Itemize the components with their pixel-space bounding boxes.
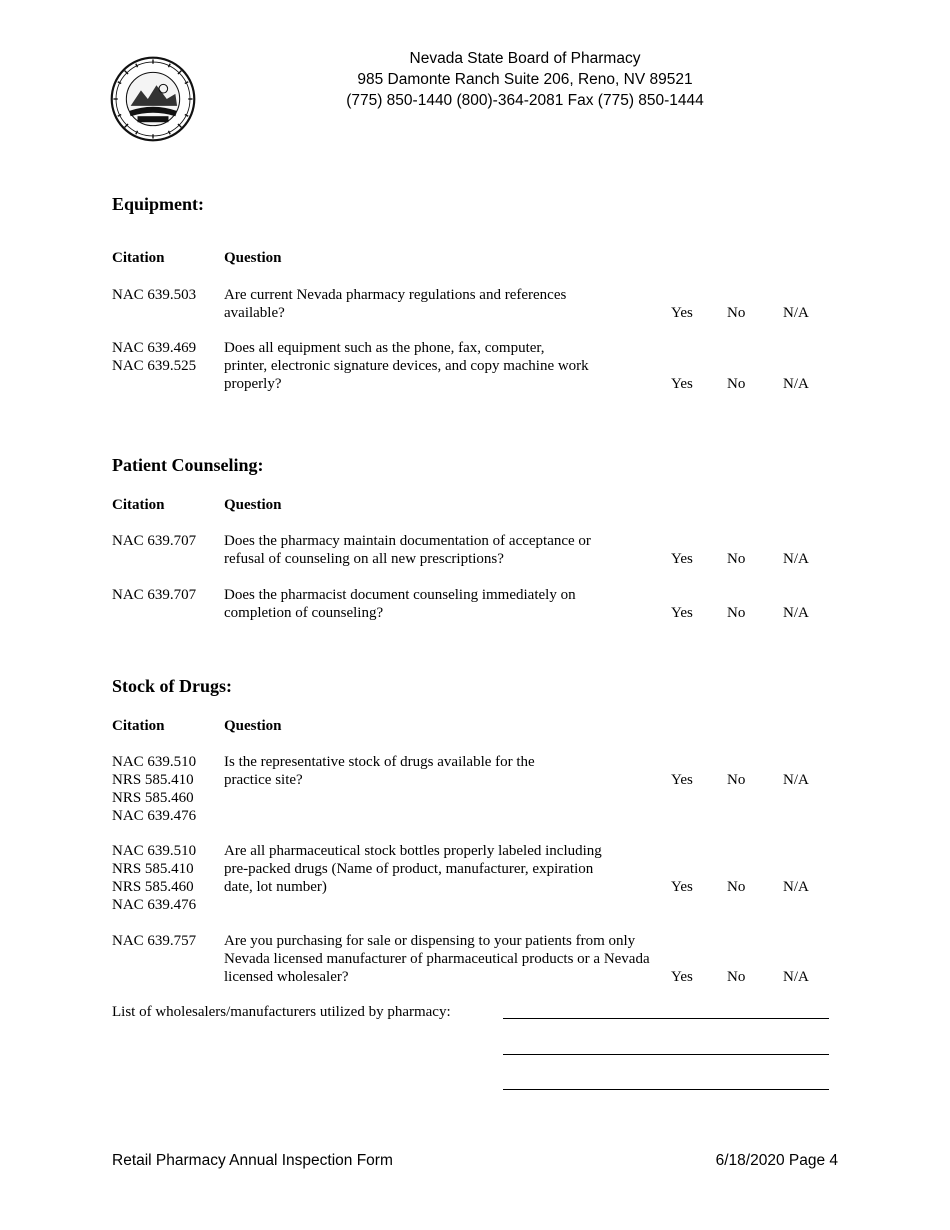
- citation-code: NRS 585.460: [112, 879, 194, 895]
- question-cell: Does the pharmacist document counseling immediately on completion of counseling?: [224, 587, 576, 621]
- agency-address: 985 Damonte Ranch Suite 206, Reno, NV 89521: [357, 71, 693, 88]
- answer-na[interactable]: N/A: [783, 605, 809, 621]
- answer-yes[interactable]: Yes: [671, 605, 693, 621]
- wholesaler-blank-line[interactable]: [503, 1054, 829, 1055]
- question-cell: Are you purchasing for sale or dispensing to your patients from only Nevada licensed manufacturer of pharmaceutical products or a Nevada licensed wholesaler?: [224, 933, 650, 985]
- footer-form-title: Retail Pharmacy Annual Inspection Form: [112, 1152, 393, 1169]
- citation-code: NAC 639.503: [112, 287, 197, 303]
- citation-code: NAC 639.707: [112, 587, 197, 603]
- citation-code: NAC 639.510: [112, 754, 197, 770]
- citation-code: NAC 639.469: [112, 340, 197, 356]
- citation-code: NRS 585.460: [112, 790, 194, 806]
- column-header-question: Question: [224, 497, 282, 513]
- citation-code: NRS 585.410: [112, 772, 194, 788]
- answer-no[interactable]: No: [727, 879, 746, 895]
- citation-cell: [112, 339, 217, 375]
- answer-na[interactable]: N/A: [783, 879, 809, 895]
- column-header-citation: Citation: [112, 718, 165, 734]
- citation-cell: [112, 932, 217, 950]
- answer-no[interactable]: No: [727, 772, 746, 788]
- question-cell: Are all pharmaceutical stock bottles properly labeled including pre-packed drugs (Name of product, manufacturer, expiration date, lot number): [224, 843, 602, 895]
- answer-yes[interactable]: Yes: [671, 376, 693, 392]
- answer-no[interactable]: No: [727, 376, 746, 392]
- citation-cell: [112, 532, 217, 550]
- column-header-citation: Citation: [112, 250, 165, 266]
- citation-code: NAC 639.525: [112, 358, 197, 374]
- question-cell: Does all equipment such as the phone, fax, computer, printer, electronic signature devices, and copy machine work properly?: [224, 340, 589, 392]
- citation-code: NAC 639.476: [112, 897, 197, 913]
- answer-na[interactable]: N/A: [783, 551, 809, 567]
- answer-yes[interactable]: Yes: [671, 969, 693, 985]
- answer-no[interactable]: No: [727, 969, 746, 985]
- citation-code: NRS 585.410: [112, 861, 194, 877]
- letterhead: [300, 48, 750, 111]
- column-header-citation: Citation: [112, 497, 165, 513]
- citation-code: NAC 639.476: [112, 808, 197, 824]
- state-seal-icon: [110, 56, 196, 142]
- footer-date-page: 6/18/2020 Page 4: [715, 1152, 838, 1169]
- wholesaler-blank-line[interactable]: [503, 1089, 829, 1090]
- column-header-question: Question: [224, 250, 282, 266]
- answer-no[interactable]: No: [727, 605, 746, 621]
- citation-cell: [112, 842, 217, 914]
- answer-yes[interactable]: Yes: [671, 772, 693, 788]
- answer-yes[interactable]: Yes: [671, 551, 693, 567]
- answer-na[interactable]: N/A: [783, 969, 809, 985]
- answer-no[interactable]: No: [727, 305, 746, 321]
- question-cell: Are current Nevada pharmacy regulations and references available?: [224, 287, 567, 321]
- citation-cell: [112, 286, 217, 304]
- answer-no[interactable]: No: [727, 551, 746, 567]
- citation-code: NAC 639.707: [112, 533, 197, 549]
- citation-code: NAC 639.510: [112, 843, 197, 859]
- agency-name: Nevada State Board of Pharmacy: [409, 50, 641, 67]
- question-cell: Is the representative stock of drugs available for the practice site?: [224, 754, 535, 788]
- question-cell: Does the pharmacy maintain documentation of acceptance or refusal of counseling on all new prescriptions?: [224, 533, 591, 567]
- answer-na[interactable]: N/A: [783, 376, 809, 392]
- citation-code: NAC 639.757: [112, 933, 197, 949]
- section-title-equipment: Equipment:: [112, 194, 205, 214]
- agency-phones: (775) 850-1440 (800)-364-2081 Fax (775) 850-1444: [346, 92, 704, 109]
- section-title-stock-of-drugs: Stock of Drugs:: [112, 676, 232, 696]
- wholesaler-blank-line[interactable]: [503, 1018, 829, 1019]
- column-header-question: Question: [224, 718, 282, 734]
- citation-cell: [112, 586, 217, 604]
- citation-cell: [112, 753, 217, 825]
- answer-yes[interactable]: Yes: [671, 305, 693, 321]
- answer-na[interactable]: N/A: [783, 772, 809, 788]
- answer-na[interactable]: N/A: [783, 305, 809, 321]
- section-title-patient-counseling: Patient Counseling:: [112, 455, 264, 475]
- wholesalers-list-label: List of wholesalers/manufacturers utilized by pharmacy:: [112, 1004, 451, 1020]
- answer-yes[interactable]: Yes: [671, 879, 693, 895]
